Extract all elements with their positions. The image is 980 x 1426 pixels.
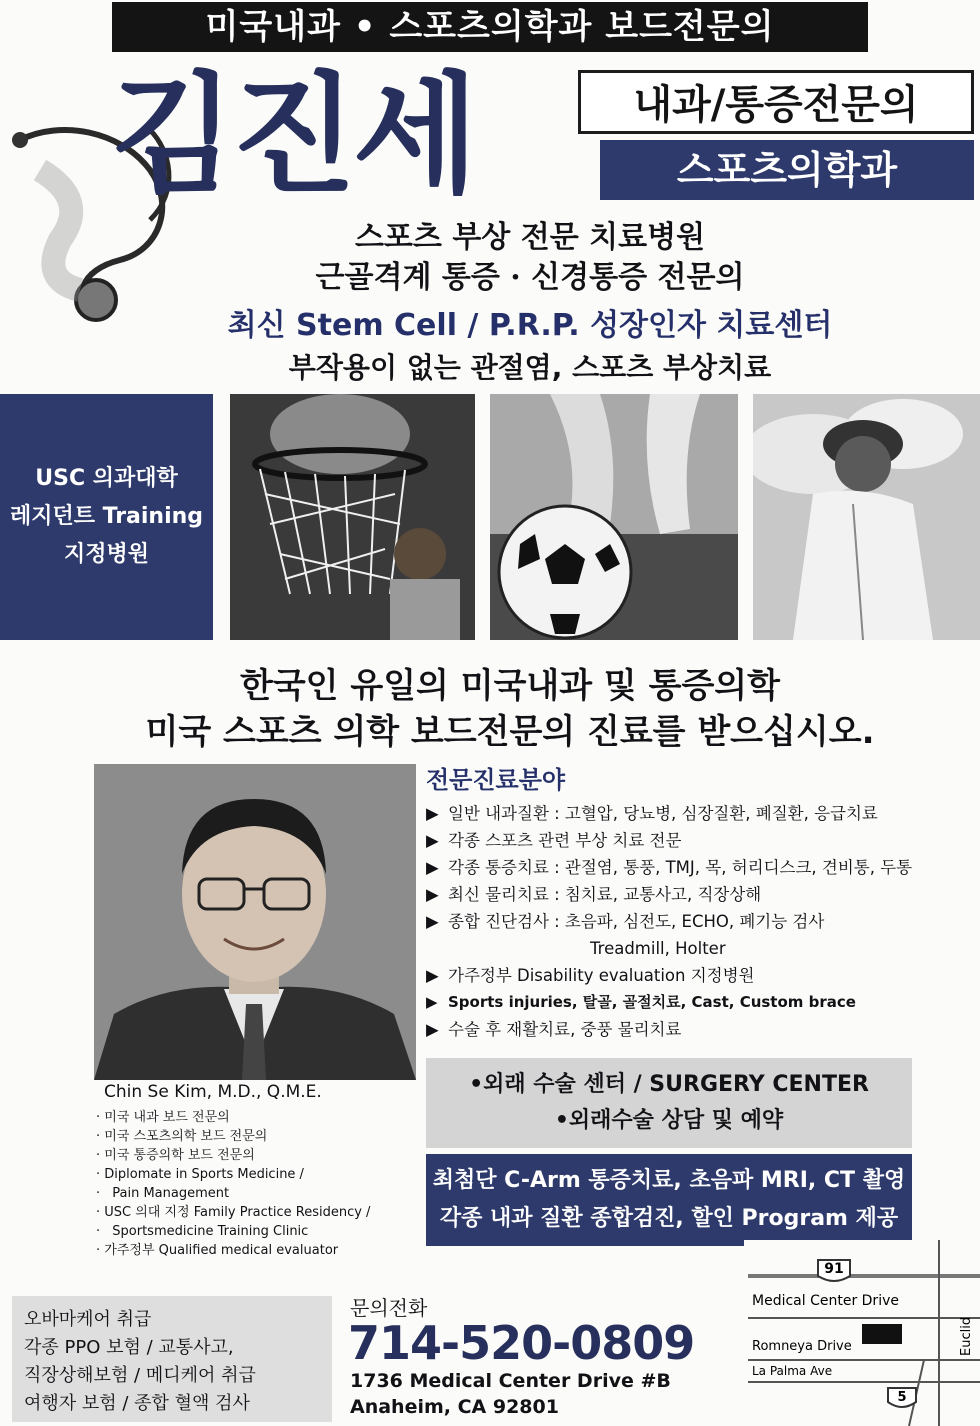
service-item xyxy=(426,854,980,881)
specialty-internal-pain: 내과/통증전문의 xyxy=(578,70,974,134)
credentials-list xyxy=(96,1108,436,1260)
baseball-photo xyxy=(753,394,980,640)
map-street-3: La Palma Ave xyxy=(752,1364,833,1378)
basketball-photo xyxy=(230,394,475,640)
insurance-line: 여행자 보험 / 종합 혈액 검사 xyxy=(24,1393,250,1414)
specialty-sports-medicine: 스포츠의학과 xyxy=(600,140,974,200)
service-text: Treadmill, Holter xyxy=(590,939,726,958)
equipment-line: 각종 내과 질환 종합검진, 할인 Program 제공 xyxy=(439,1206,899,1231)
surgery-line: •외래수술 상담 및 예약 xyxy=(554,1108,784,1133)
arrow-right-icon: ▶ xyxy=(426,912,439,931)
service-text: 가주정부 Disability evaluation 지정병원 xyxy=(448,966,755,985)
highway-bottom-label: 5 xyxy=(897,1390,907,1405)
map-street-4: Euclid xyxy=(959,1316,974,1356)
insurance-line: 각종 PPO 보험 / 교통사고, xyxy=(24,1337,234,1358)
top-banner: 미국내과 • 스포츠의학과 보드전문의 xyxy=(112,2,868,52)
credential-item: · 미국 스포츠의학 보드 전문의 xyxy=(96,1127,436,1146)
service-item xyxy=(426,827,980,854)
insurance-line: 직장상해보험 / 메디케어 취급 xyxy=(24,1365,256,1386)
map-street-1: Medical Center Drive xyxy=(752,1293,899,1309)
service-item xyxy=(426,962,980,989)
surgery-line: •외래 수술 센터 / SURGERY CENTER xyxy=(469,1072,869,1097)
highway-top-label: 91 xyxy=(824,1261,844,1277)
arrow-right-icon: ▶ xyxy=(426,993,438,1011)
headline-line-1: 한국인 유일의 미국내과 및 통증의학 xyxy=(239,666,780,706)
credential-item xyxy=(96,1184,436,1203)
headline-line-2: 미국 스포츠 의학 보드전문의 진료를 받으십시오. xyxy=(145,712,875,752)
usc-line: USC 의과대학 xyxy=(35,466,178,491)
phone-number[interactable]: 714-520-0809 xyxy=(348,1316,695,1370)
arrow-right-icon: ▶ xyxy=(426,858,439,877)
insurance-line: 오바마케어 취급 xyxy=(24,1309,152,1330)
arrow-right-icon: ▶ xyxy=(426,885,439,904)
service-item xyxy=(426,881,980,908)
service-text: 각종 스포츠 관련 부상 치료 전문 xyxy=(448,831,682,850)
equipment-line: 최첨단 C-Arm 통증치료, 초음파 MRI, CT 촬영 xyxy=(432,1168,906,1193)
subtitle-pain-specialist: 근골격계 통증 · 신경통증 전문의 xyxy=(315,260,745,295)
equipment-box xyxy=(426,1154,912,1246)
credential-item: · 미국 통증의학 보드 전문의 xyxy=(96,1146,436,1165)
subtitle-sports-injury: 스포츠 부상 전문 치료병원 xyxy=(354,220,706,255)
credential-text: Sportsmedicine Training Clinic xyxy=(112,1224,309,1239)
map-street-2: Romneya Drive xyxy=(752,1339,852,1354)
subtitle-stem-cell: 최신 Stem Cell / P.R.P. 성장인자 치료센터 xyxy=(227,308,833,343)
service-text: 각종 통증치료 : 관절염, 통풍, TMJ, 목, 허리디스크, 견비통, 두통 xyxy=(448,858,913,877)
service-text: Sports injuries, 탈골, 골절치료, Cast, Custom brace xyxy=(448,993,856,1011)
doctor-portrait xyxy=(94,764,416,1080)
doctor-name: 김진세 xyxy=(110,59,475,211)
arrow-right-icon: ▶ xyxy=(426,1020,439,1039)
service-item xyxy=(426,1016,980,1043)
surgery-center-box xyxy=(426,1058,912,1148)
services-list xyxy=(426,800,980,1043)
usc-line: 지정병원 xyxy=(63,542,149,567)
service-text: 일반 내과질환 : 고혈압, 당뇨병, 심장질환, 폐질환, 응급치료 xyxy=(448,804,878,823)
usc-line: 레지던트 Training xyxy=(9,504,204,529)
soccer-photo xyxy=(490,394,738,640)
usc-training-box xyxy=(0,394,213,640)
insurance-box xyxy=(12,1296,332,1422)
credential-item: · 가주정부 Qualified medical evaluator xyxy=(96,1241,436,1260)
address-line-2: Anaheim, CA 92801 xyxy=(350,1396,559,1418)
credential-item: · USC 의대 지정 Family Practice Residency / xyxy=(96,1203,436,1222)
credential-item: · 미국 내과 보드 전문의 xyxy=(96,1108,436,1127)
subtitle-arthritis: 부작용이 없는 관절염, 스포츠 부상치료 xyxy=(288,351,772,384)
credential-item xyxy=(96,1222,436,1241)
service-item xyxy=(426,800,980,827)
arrow-right-icon: ▶ xyxy=(426,804,439,823)
service-item xyxy=(426,908,980,935)
service-text: 최신 물리치료 : 침치료, 교통사고, 직장상해 xyxy=(448,885,762,904)
service-item xyxy=(426,989,980,1016)
address-line-1: 1736 Medical Center Drive #B xyxy=(350,1370,671,1392)
arrow-right-icon: ▶ xyxy=(426,966,439,985)
map-location-marker xyxy=(862,1324,902,1344)
credential-text: Pain Management xyxy=(112,1186,230,1201)
service-text: 종합 진단검사 : 초음파, 심전도, ECHO, 폐기능 검사 xyxy=(448,912,825,931)
phone-label: 문의전화 xyxy=(350,1296,428,1320)
service-text: 수술 후 재활치료, 중풍 물리치료 xyxy=(448,1020,682,1039)
credential-item: · Diplomate in Sports Medicine / xyxy=(96,1165,436,1184)
location-map xyxy=(744,1240,980,1426)
service-item xyxy=(426,935,980,962)
specialty-title: 전문진료분야 xyxy=(426,766,566,794)
arrow-right-icon: ▶ xyxy=(426,831,439,850)
doctor-caption: Chin Se Kim, M.D., Q.M.E. xyxy=(104,1082,322,1102)
